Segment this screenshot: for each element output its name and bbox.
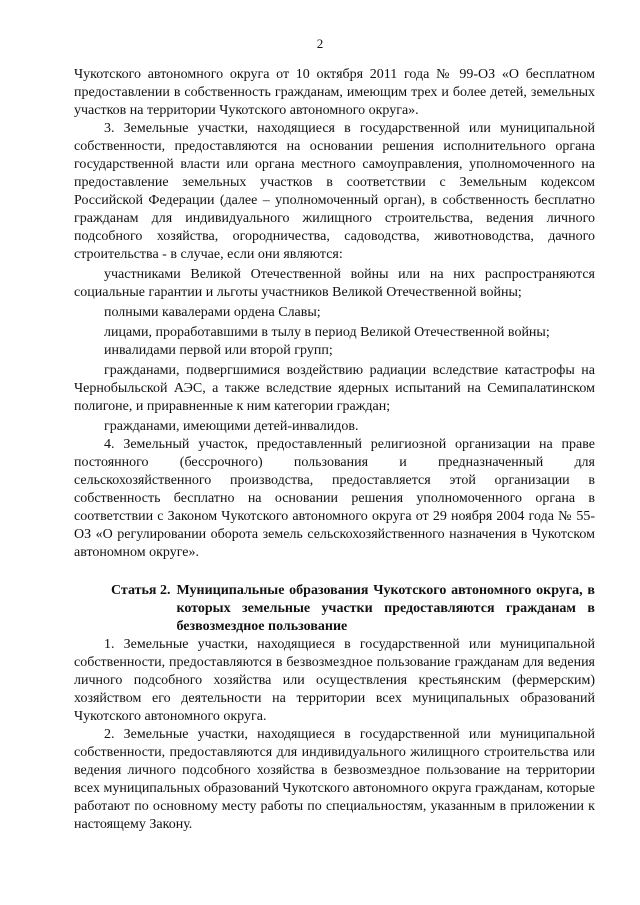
paragraph-article2-clause-2: 2. Земельные участки, находящиеся в государственной или муниципальной собственности, предоставляются для индивидуального жилищного строительства или ведения личного подсобного хозяйства в безвозмездное пользование на территории всех муниципальных образований Чукотского автономного округа гражданам, которые работают по основному месту работы по специальностям, указанным в приложении к настоящему Закону.: [74, 727, 595, 832]
paragraph-clause-4: 4. Земельный участок, предоставленный религиозной организации на праве постоянного (бессрочного) пользования и предназначенный для сельскохозяйственного производства, предоставляется этой организации в собственность бесплатно на основании решения уполномоченного органа в соответствии с Законом Чукотского автономного округа от 29 ноября 2004 года № 55-ОЗ «О регулировании оборота земель сельскохозяйственного назначения в Чукотском автономном округе».: [74, 437, 595, 560]
article-number: Статья 2.: [111, 583, 171, 598]
article-heading: [74, 582, 595, 636]
list-item-radiation: гражданами, подвергшимися воздействию радиации вследствие катастрофы на Чернобыльской АЭС, а также вследствие ядерных испытаний на Семипалатинском полигоне, и приравненные к ним категории граждан;: [74, 363, 595, 414]
list-item-disabled-children: гражданами, имеющими детей-инвалидов.: [104, 419, 359, 434]
list-item-veterans: участниками Великой Отечественной войны или на них распространяются социальные гарантии и льготы участников Великой Отечественной войны;: [74, 267, 595, 300]
document-body: [74, 66, 595, 834]
list-item-order-of-glory: полными кавалерами ордена Славы;: [104, 305, 321, 320]
page-number: 2: [316, 36, 324, 51]
paragraph-article2-clause-1: 1. Земельные участки, находящиеся в государственной или муниципальной собственности, предоставляются в безвозмездное пользование гражданам для ведения личного подсобного хозяйства или осуществления крестьянским (фермерским) хозяйством его деятельности на территории всех муниципальных образований Чукотского автономного округа.: [74, 637, 595, 724]
list-item-disabled: инвалидами первой или второй групп;: [104, 343, 333, 358]
list-item-home-front: лицами, проработавшими в тылу в период Великой Отечественной войны;: [104, 325, 550, 340]
paragraph-continuation: Чукотского автономного округа от 10 октября 2011 года № 99-ОЗ «О бесплатном предоставлении в собственность гражданам, имеющим трех и более детей, земельных участков на территории Чукотского автономного округа».: [74, 67, 595, 118]
paragraph-clause-3: 3. Земельные участки, находящиеся в государственной или муниципальной собственности, предоставляются на основании решения исполнительного органа государственной власти или органа местного самоуправления, уполномоченного на предоставление земельных участков в соответствии с Земельным кодексом Российской Федерации (далее – уполномоченный орган), в собственность бесплатно гражданам для индивидуального жилищного строительства, ведения личного подсобного хозяйства, огородничества, садоводства, животноводства, дачного строительства - в случае, если они являются:: [74, 121, 595, 262]
article-title: Муниципальные образования Чукотского автономного округа, в которых земельные участки предоставляются гражданам в безвозмездное пользование: [176, 583, 595, 634]
